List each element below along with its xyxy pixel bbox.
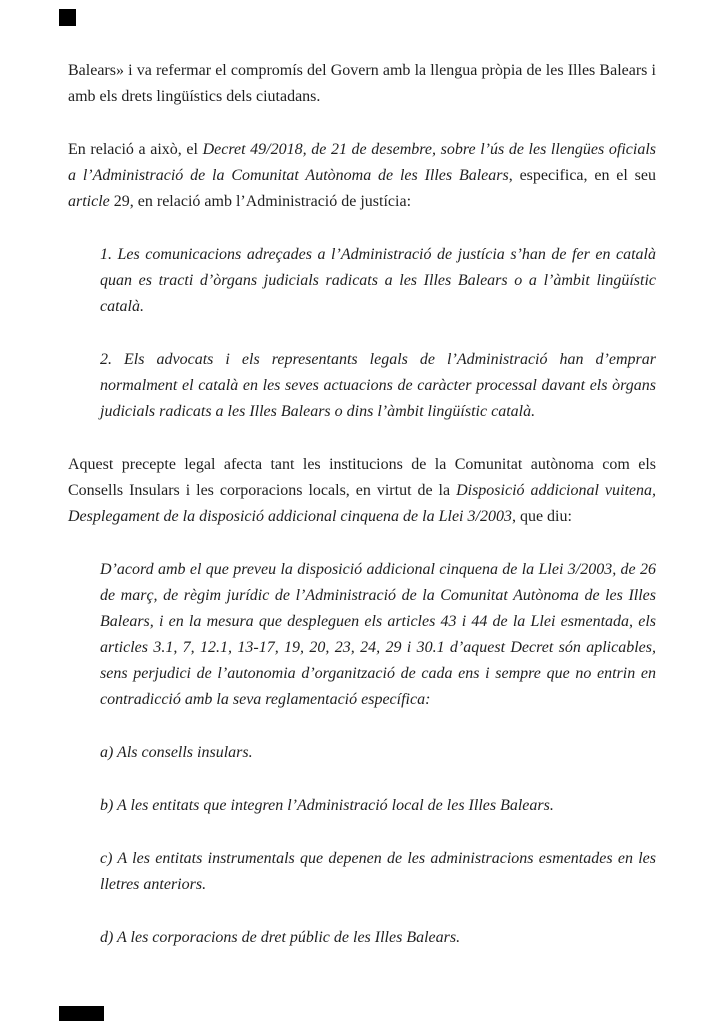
list-item-b-text: b) A les entitats que integren l’Administració local de les Illes Balears. — [100, 797, 554, 814]
paragraph-intro-text: Balears» i va refermar el compromís del Govern amb la llengua pròpia de les Illes Balears i amb els drets lingüístics dels ciutadans. — [68, 62, 656, 105]
blockquote-point2-text: 2. Els advocats i els representants legals de l’Administració han d’emprar normalment el català en les seves actuacions de caràcter processal davant els òrgans judicials radicats a les Illes Balears o dins l’àmbit lingüístic català. — [100, 351, 656, 420]
blockquote-article29-point2 — [100, 347, 656, 425]
blockquote-disposicio-addicional — [100, 557, 656, 713]
precepte-roman-1: Aquest precepte legal afecta tant les institucions de la Comunitat autònoma com els Consells Insulars i les corporacions locals, en virtut de la — [68, 456, 656, 499]
article-word-italic: article — [68, 193, 110, 210]
list-item-c-text: c) A les entitats instrumentals que depenen de les administracions esmentades en les lletres anteriors. — [100, 850, 656, 893]
list-item-b — [100, 793, 656, 819]
blockquote-disposicio-text: D’acord amb el que preveu la disposició addicional cinquena de la Llei 3/2003, de 26 de març, de règim jurídic de l’Administració de la Comunitat Autònoma de les Illes Balears, i en la mesura que despleguen els articles 43 i 44 de la Llei esmentada, els articles 3.1, 7, 12.1, 13-17, 19, 20, 23, 24, 29 i 30.1 d’aquest Decret són aplicables, sens perjudici de l’autonomia d’organització de cada ens i sempre que no entrin en contradicció amb la seva reglamentació específica: — [100, 561, 656, 708]
list-item-c — [100, 846, 656, 898]
disposicio-title-italic: Disposició addicional vuitena, Desplegament de la disposició addicional cinquena de la Llei 3/2003 — [68, 482, 656, 525]
blockquote-point1-text: 1. Les comunicacions adreçades a l’Administració de justícia s’han de fer en català quan es tracti d’òrgans judicials radicats a les Illes Balears o a l’àmbit lingüístic català. — [100, 246, 656, 315]
list-item-a — [100, 740, 656, 766]
page-corner-mark-bottom-left — [59, 1006, 104, 1021]
paragraph-precepte-legal — [68, 452, 656, 530]
paragraph-decret-reference — [68, 137, 656, 215]
list-item-d — [100, 925, 656, 951]
list-item-d-text: d) A les corporacions de dret públic de les Illes Balears. — [100, 929, 461, 946]
list-item-a-text: a) Als consells insulars. — [100, 744, 253, 761]
paragraph-intro — [68, 58, 656, 110]
precepte-roman-2: , que diu: — [511, 508, 572, 525]
document-body — [68, 58, 656, 978]
page-corner-mark-top-left — [59, 9, 76, 26]
decret-ref-roman-1: En relació a això, el — [68, 141, 203, 158]
blockquote-article29-point1 — [100, 242, 656, 320]
decret-ref-roman-2: , especifica, en el seu — [508, 167, 656, 184]
decret-ref-roman-3: 29, en relació amb l’Administració de justícia: — [109, 193, 412, 210]
decret-title-italic: Decret 49/2018, de 21 de desembre, sobre l’ús de les llengües oficials a l’Administració de la Comunitat Autònoma de les Illes Balears — [68, 141, 656, 184]
